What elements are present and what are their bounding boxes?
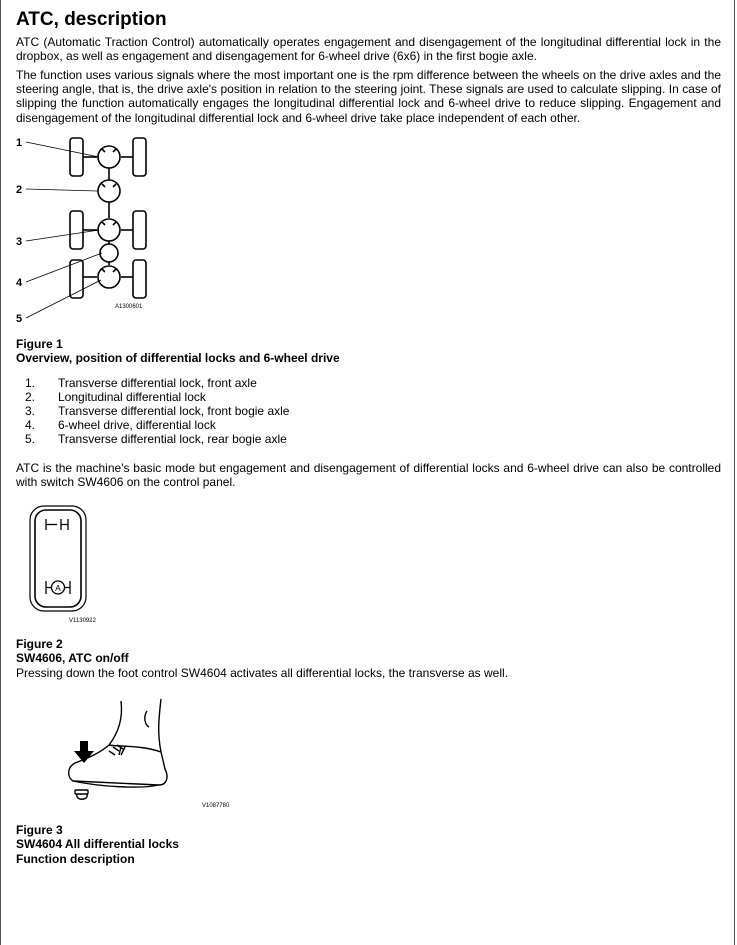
figure3-label: Figure 3	[16, 823, 63, 837]
callout-4: 4	[16, 277, 23, 289]
callout-2: 2	[16, 184, 23, 196]
figure1-code: A1300601	[115, 304, 143, 310]
drivetrain-diagram-icon	[11, 128, 171, 328]
foot-control-paragraph: Pressing down the foot control SW4604 activates all differential locks, the transverse as well.	[16, 666, 509, 680]
switch-atc-symbol: A	[55, 583, 61, 593]
page-title: ATC, description	[16, 9, 167, 30]
intro-paragraph-1: ATC (Automatic Traction Control) automatically operates engagement and disengagement of the longitudinal differential lock in the dropbox, as well as engagement and disengagement for 6-wheel drive (6x6) in the first bogie axle.	[16, 35, 721, 64]
intro-paragraph-2: The function uses various signals where the most important one is the rpm difference between the wheels on the drive axles and the steering angle, that is, the drive axle's position in relation to the steering joint. These signals are used to calculate slipping. In case of slipping the function automatically engages the longitudinal differential lock and 6-wheel drive to reduce slipping. Engagement and disengagement of the longitudinal differential lock and 6-wheel drive take place independent of each other.	[16, 68, 721, 125]
figure3-caption: SW4604 All differential locks	[16, 837, 179, 851]
foot-pedal-icon	[61, 697, 251, 815]
callout-5: 5	[16, 313, 23, 325]
figure2-caption: SW4606, ATC on/off	[16, 651, 129, 665]
figure3-code: V1087780	[202, 803, 230, 809]
atc-paragraph: ATC is the machine's basic mode but engagement and disengagement of differential locks and 6-wheel drive can also be controlled with switch SW4606 on the control panel.	[16, 461, 721, 490]
figure1-label: Figure 1	[16, 337, 63, 351]
document-page: ATC, description ATC (Automatic Traction Control) automatically operates engagement and disengagement of the longitudinal differential lock in the dropbox, as well as engagement and disengagement for 6-wheel drive (6x6) in the first bogie axle. The function uses various signals where the most important one is the rpm difference between the wheels on the drive axles and the steering angle, that is, the drive axle's position in relation to the steering joint. These signals are used to calculate slipping. In case of slipping the function automatically engages the longitudinal differential lock and 6-wheel drive to reduce slipping. Engagement and disengagement of the longitudinal differential lock and 6-wheel drive take place independent of each other. 1 2 3 4 5 A1300601 Figure 1 Overview, position of differential locks and 6-wheel drive 1. Transverse differential lock, front axle 2. Longitudinal differential lock 3. Transverse differential lock, front bogie axle 4. 6-wheel drive, differential lock 5. Transverse differential lock, rear bogie axle ATC is the machine's basic mode but engagement and disengagement of differential locks and 6-wheel drive can also be controlled with switch SW4606 on the control panel. A V1130922 Figure 2 SW4606, ATC on/off Pressing down the foot control SW4604 activates all differential locks, the transverse as well. V1087780 Figure 3 SW4604 All differential locks Function description	[0, 0, 735, 945]
callout-1: 1	[16, 137, 23, 149]
figure1-caption: Overview, position of differential locks and 6-wheel drive	[16, 351, 340, 365]
figure2-code: V1130922	[69, 618, 96, 624]
callout-3: 3	[16, 236, 23, 248]
figure2-label: Figure 2	[16, 637, 63, 651]
rocker-switch-icon	[27, 505, 117, 627]
section-heading-function-description: Function description	[16, 852, 135, 866]
